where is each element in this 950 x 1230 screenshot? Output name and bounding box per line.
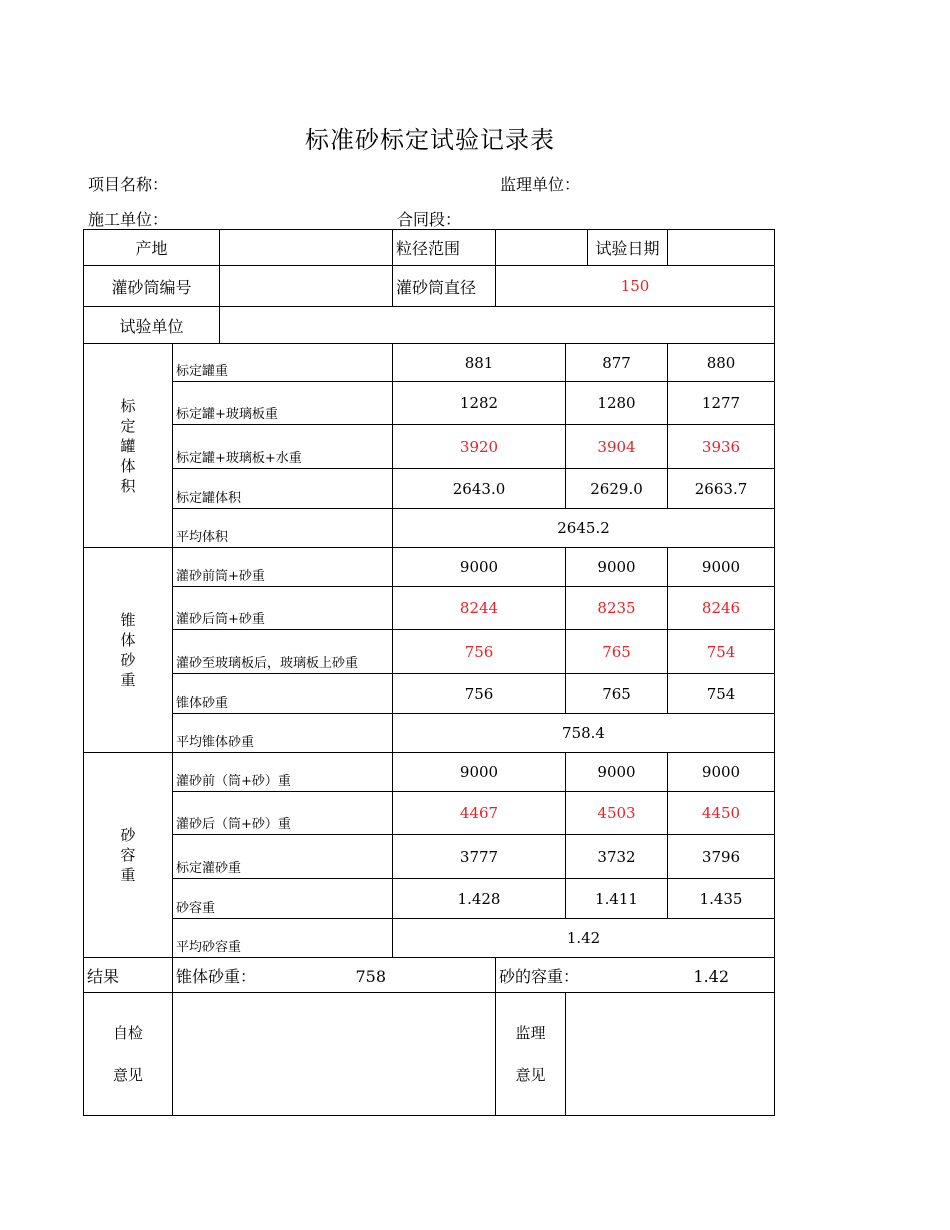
result-density-value[interactable]: 1.42 [693, 966, 730, 986]
value-cell[interactable]: 3904 [566, 425, 668, 469]
result-density-label: 砂的容重： [499, 966, 580, 986]
avg-value[interactable]: 2645.2 [393, 509, 775, 548]
test-unit-value[interactable] [220, 307, 775, 344]
value-cell[interactable]: 9000 [393, 753, 566, 792]
cylinder-diameter-value[interactable]: 150 [496, 266, 775, 307]
result-cone-label: 锥体砂重： [176, 966, 257, 986]
opinions-row [84, 993, 775, 1116]
self-check-line1: 自检 [112, 1024, 143, 1042]
value-cell[interactable]: 8246 [668, 587, 775, 630]
test-date-label: 试验日期 [588, 230, 668, 266]
value-cell[interactable]: 4503 [566, 792, 668, 835]
value-cell[interactable]: 3796 [668, 835, 775, 879]
table-row [84, 587, 775, 630]
value-cell[interactable]: 754 [668, 674, 775, 714]
table-row [84, 835, 775, 879]
info-row-cylinder [84, 266, 775, 307]
result-row [84, 958, 775, 993]
avg-value[interactable]: 758.4 [393, 714, 775, 753]
table-row [84, 548, 775, 587]
table-row [84, 344, 775, 382]
value-cell[interactable]: 8235 [566, 587, 668, 630]
page-title: 标准砂标定试验记录表 [305, 126, 555, 154]
value-cell[interactable]: 881 [393, 344, 566, 382]
row-label: 标定罐体积 [173, 469, 393, 509]
info-row-test-unit [84, 307, 775, 344]
table-row [84, 753, 775, 792]
value-cell[interactable]: 756 [393, 630, 566, 674]
section-title-text: 砂容重 [120, 826, 136, 884]
supervisor-opinion-label [496, 993, 566, 1116]
value-cell[interactable]: 9000 [393, 548, 566, 587]
value-cell[interactable]: 4450 [668, 792, 775, 835]
table-row [84, 919, 775, 958]
table-row [84, 714, 775, 753]
cylinder-diameter-label: 灌砂筒直径 [393, 266, 496, 307]
grain-range-value[interactable] [496, 230, 588, 266]
value-cell[interactable]: 9000 [668, 753, 775, 792]
result-density [496, 958, 775, 993]
project-name-label: 项目名称： [88, 175, 169, 194]
info-row-origin [84, 230, 775, 266]
test-unit-label: 试验单位 [84, 307, 220, 344]
row-label: 灌砂后（筒+砂）重 [173, 792, 393, 835]
value-cell[interactable]: 4467 [393, 792, 566, 835]
value-cell[interactable]: 754 [668, 630, 775, 674]
avg-label: 平均砂容重 [173, 919, 393, 958]
result-cone [173, 958, 496, 993]
row-label: 标定罐+玻璃板重 [173, 382, 393, 425]
origin-label: 产地 [84, 230, 220, 266]
avg-label: 平均体积 [173, 509, 393, 548]
supervisor-line2: 意见 [515, 1066, 546, 1084]
value-cell[interactable]: 9000 [566, 548, 668, 587]
supervisor-line1: 监理 [515, 1024, 546, 1042]
self-check-opinion-label [84, 993, 173, 1116]
row-label: 灌砂前筒+砂重 [173, 548, 393, 587]
origin-value[interactable] [220, 230, 393, 266]
value-cell[interactable]: 765 [566, 630, 668, 674]
value-cell[interactable]: 2663.7 [668, 469, 775, 509]
table-row [84, 425, 775, 469]
value-cell[interactable]: 1282 [393, 382, 566, 425]
table-row [84, 674, 775, 714]
table-row [84, 469, 775, 509]
table-row [84, 509, 775, 548]
value-cell[interactable]: 877 [566, 344, 668, 382]
value-cell[interactable]: 765 [566, 674, 668, 714]
self-check-line2: 意见 [112, 1066, 143, 1084]
section-title-volume [84, 344, 173, 548]
cylinder-number-value[interactable] [220, 266, 393, 307]
cylinder-number-label: 灌砂筒编号 [84, 266, 220, 307]
row-label: 标定灌砂重 [173, 835, 393, 879]
row-label: 标定罐+玻璃板+水重 [173, 425, 393, 469]
self-check-opinion-value[interactable] [173, 993, 496, 1116]
value-cell[interactable]: 756 [393, 674, 566, 714]
value-cell[interactable]: 3777 [393, 835, 566, 879]
avg-value[interactable]: 1.42 [393, 919, 775, 958]
value-cell[interactable]: 1.411 [566, 879, 668, 919]
value-cell[interactable]: 2643.0 [393, 469, 566, 509]
value-cell[interactable]: 1277 [668, 382, 775, 425]
contract-section-label: 合同段： [397, 210, 462, 229]
supervisor-opinion-value[interactable] [566, 993, 775, 1116]
supervisor-unit-label: 监理单位： [500, 175, 581, 194]
result-label: 结果 [84, 958, 173, 993]
value-cell[interactable]: 1.435 [668, 879, 775, 919]
test-date-value[interactable] [668, 230, 775, 266]
record-table [83, 229, 775, 1116]
section-title-cone [84, 548, 173, 753]
value-cell[interactable]: 3732 [566, 835, 668, 879]
section-title-text: 标定罐体积 [120, 396, 136, 495]
table-row [84, 879, 775, 919]
contractor-unit-label: 施工单位： [88, 210, 169, 229]
value-cell[interactable]: 2629.0 [566, 469, 668, 509]
value-cell[interactable]: 9000 [566, 753, 668, 792]
section-title-density [84, 753, 173, 958]
section-title-text: 锥体砂重 [120, 611, 136, 689]
value-cell[interactable]: 1.428 [393, 879, 566, 919]
row-label: 锥体砂重 [173, 674, 393, 714]
value-cell[interactable]: 9000 [668, 548, 775, 587]
row-label: 砂容重 [173, 879, 393, 919]
result-cone-value[interactable]: 758 [355, 966, 387, 986]
value-cell[interactable]: 3920 [393, 425, 566, 469]
value-cell[interactable]: 880 [668, 344, 775, 382]
row-label: 灌砂后筒+砂重 [173, 587, 393, 630]
table-row [84, 792, 775, 835]
table-row [84, 382, 775, 425]
value-cell[interactable]: 1280 [566, 382, 668, 425]
value-cell[interactable]: 3936 [668, 425, 775, 469]
table-row [84, 630, 775, 674]
row-label: 标定罐重 [173, 344, 393, 382]
value-cell[interactable]: 8244 [393, 587, 566, 630]
grain-range-label: 粒径范围 [393, 230, 496, 266]
row-label: 灌砂前（筒+砂）重 [173, 753, 393, 792]
avg-label: 平均锥体砂重 [173, 714, 393, 753]
row-label: 灌砂至玻璃板后，玻璃板上砂重 [173, 630, 393, 674]
